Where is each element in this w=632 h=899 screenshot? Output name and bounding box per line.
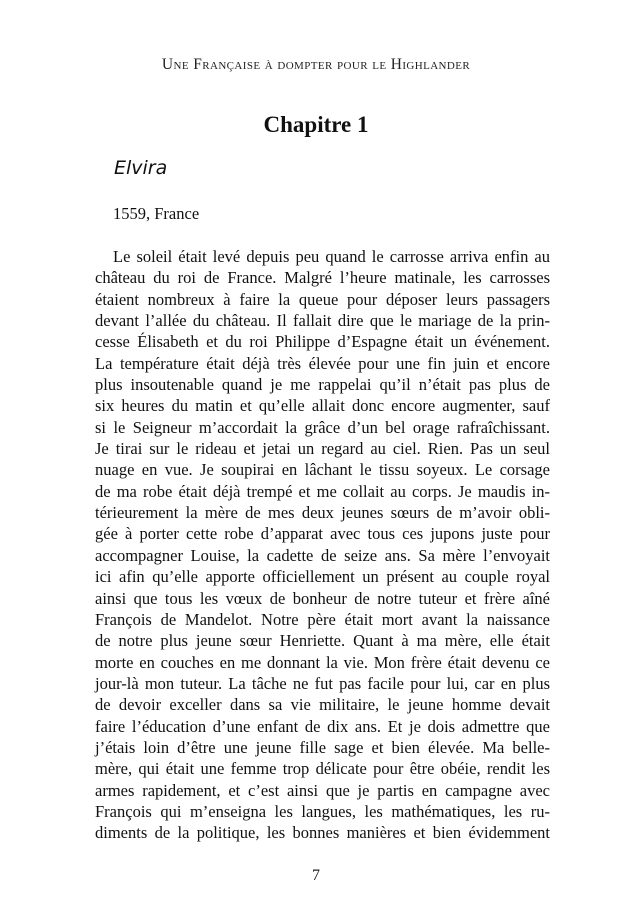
body-text-line: de ma robe était déjà trempé et me collait au corps. Je maudis in- (95, 481, 550, 501)
body-text-line: de notre plus jeune sœur Henriette. Quant à ma mère, elle était (95, 631, 550, 651)
body-text-line: térieurement la mère de mes deux jeunes sœurs de m’avoir obli- (95, 503, 550, 523)
body-text-line: gée à porter cette robe d’apparat avec tous ces jupons juste pour (95, 524, 550, 544)
body-text-line: cesse Élisabeth et du roi Philippe d’Espagne était un événement. (95, 332, 550, 352)
body-text-line: j’étais loin d’être une jeune fille sage et bien élevée. Ma belle- (95, 737, 550, 757)
body-text-line: étaient nombreux à faire la queue pour déposer leurs passagers (95, 289, 550, 309)
body-text-line: de devoir exceller dans sa vie militaire, le jeune homme devait (95, 695, 550, 715)
body-text-line: armes rapidement, et c’est ainsi que je partis en campagne avec (95, 780, 550, 800)
body-text-line: plus insoutenable quand je me rappelai qu’il n’était pas plus de (95, 375, 550, 395)
body-text (95, 246, 550, 844)
body-text-line: morte en couches en me donnant la vie. Mon frère était devenu ce (95, 652, 550, 672)
chapter-title: Chapitre 1 (263, 112, 369, 137)
body-text-line: six heures du matin et qu’elle allait donc encore augmenter, sauf (95, 396, 550, 416)
body-text-line: si le Seigneur m’accordait la grâce d’un bel orage rafraîchissant. (95, 417, 550, 437)
body-text-line: Je tirai sur le rideau et jetai un regard au ciel. Rien. Pas un seul (95, 439, 550, 459)
body-text-line: François de Mandelot. Notre père était mort avant la naissance (95, 609, 550, 629)
body-text-line: faire l’éducation d’une enfant de dix ans. Et je dois admettre que (95, 716, 550, 736)
pov-character-name: Elvira (114, 157, 168, 179)
body-text-line: jour-là mon tuteur. La tâche ne fut pas facile pour lui, car en plus (95, 673, 550, 693)
body-text-line: devant l’allée du château. Il fallait dire que le mariage de la prin- (95, 311, 550, 331)
body-text-line: François qui m’enseigna les langues, les mathématiques, les ru- (95, 801, 550, 821)
place-date: 1559, France (113, 204, 200, 223)
body-text-line: château du roi de France. Malgré l’heure matinale, les carrosses (95, 268, 550, 288)
body-text-line: ici afin qu’elle apporte officiellement un présent au couple royal (95, 567, 550, 587)
body-text-line: ainsi que tous les vœux de bonheur de notre tuteur et frère aîné (95, 588, 550, 608)
body-text-line: mère, qui était une femme trop délicate pour être obéie, rendit les (95, 759, 550, 779)
body-text-line: Le soleil était levé depuis peu quand le carrosse arriva enfin au (113, 247, 550, 266)
body-text-line: nuage en vue. Je soupirai en lâchant le tissu soyeux. Le corsage (95, 460, 550, 480)
body-text-line: diments de la politique, les bonnes manières et bien évidemment (95, 823, 550, 843)
running-header: Une Française à dompter pour le Highlander (161, 56, 471, 73)
page-number: 7 (312, 867, 320, 884)
body-text-line: La température était déjà très élevée pour une fin juin et encore (95, 353, 550, 373)
body-text-line: accompagner Louise, la cadette de seize ans. Sa mère l’envoyait (95, 545, 550, 565)
